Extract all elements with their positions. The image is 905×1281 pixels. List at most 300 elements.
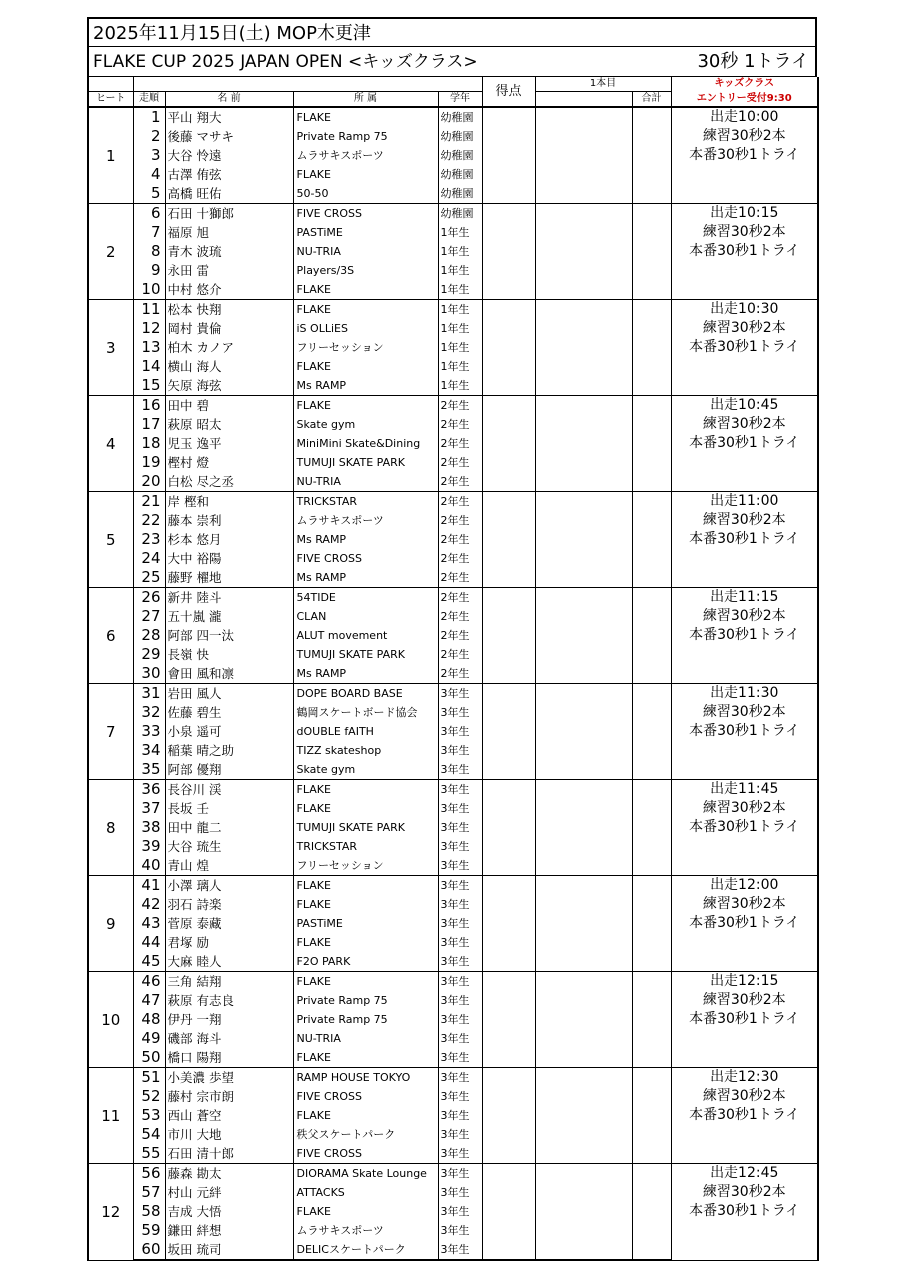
total-cell: [632, 184, 671, 204]
first-run-cell: [535, 1164, 632, 1184]
rider-name: 古澤 侑弦: [165, 165, 293, 184]
score-cell: [482, 722, 535, 741]
score-cell: [482, 684, 535, 704]
total-cell: [632, 472, 671, 492]
main-run-note: 本番30秒1トライ: [689, 1107, 800, 1123]
rider-affiliation: FLAKE: [293, 1048, 438, 1068]
total-cell: [632, 703, 671, 722]
main-run-note: 本番30秒1トライ: [689, 627, 800, 643]
event-title: [87, 47, 817, 77]
run-order: 7: [133, 223, 165, 242]
score-cell: [482, 799, 535, 818]
score-cell: [482, 1183, 535, 1202]
rider-affiliation: Private Ramp 75: [293, 127, 438, 146]
rider-affiliation: FIVE CROSS: [293, 1087, 438, 1106]
score-cell: [482, 184, 535, 204]
rider-grade: 3年生: [438, 818, 482, 837]
heat-number: 12: [88, 1164, 133, 1261]
first-run-cell: [535, 107, 632, 127]
rider-name: 平山 翔大: [165, 107, 293, 127]
rider-affiliation: Skate gym: [293, 760, 438, 780]
score-cell: [482, 107, 535, 127]
run-order: 56: [133, 1164, 165, 1184]
total-cell: [632, 1183, 671, 1202]
rider-affiliation: ALUT movement: [293, 626, 438, 645]
rider-name: 柏木 カノア: [165, 338, 293, 357]
rider-name: 會田 風和凛: [165, 664, 293, 684]
rider-name: 矢原 海弦: [165, 376, 293, 396]
run-order: 37: [133, 799, 165, 818]
start-time: 出走11:30: [710, 685, 779, 701]
rider-grade: 3年生: [438, 1221, 482, 1240]
first-run-cell: [535, 722, 632, 741]
first-run-header: 1本目: [535, 77, 671, 92]
rider-name: 岡村 貴倫: [165, 319, 293, 338]
rider-grade: 2年生: [438, 415, 482, 434]
first-run-cell: [535, 261, 632, 280]
rider-affiliation: Players/3S: [293, 261, 438, 280]
first-run-cell: [535, 549, 632, 568]
first-run-cell: [535, 933, 632, 952]
rider-affiliation: フリーセッション: [293, 856, 438, 876]
practice-note: 練習30秒2本: [702, 800, 786, 816]
heat-schedule: [671, 588, 818, 684]
total-cell: [632, 1221, 671, 1240]
run-order: 45: [133, 952, 165, 972]
rider-affiliation: Private Ramp 75: [293, 1010, 438, 1029]
first-run-cell: [535, 914, 632, 933]
score-cell: [482, 127, 535, 146]
rider-row: [88, 1068, 818, 1088]
practice-note: 練習30秒2本: [702, 608, 786, 624]
first-run-cell: [535, 645, 632, 664]
rider-grade: 3年生: [438, 1048, 482, 1068]
run-order: 17: [133, 415, 165, 434]
rider-grade: 3年生: [438, 1010, 482, 1029]
rider-grade: 幼稚園: [438, 165, 482, 184]
run-order: 15: [133, 376, 165, 396]
rider-affiliation: FLAKE: [293, 895, 438, 914]
total-cell: [632, 204, 671, 224]
rider-affiliation: PASTiME: [293, 914, 438, 933]
rider-grade: 2年生: [438, 549, 482, 568]
rider-grade: 2年生: [438, 434, 482, 453]
heat-schedule: [671, 300, 818, 396]
first-run-cell: [535, 511, 632, 530]
start-time: 出走10:00: [710, 109, 779, 125]
heat-schedule: [671, 396, 818, 492]
rider-grade: 3年生: [438, 1068, 482, 1088]
heat-number: 10: [88, 972, 133, 1068]
first-run-cell: [535, 703, 632, 722]
rider-grade: 3年生: [438, 991, 482, 1010]
first-run-cell: [535, 664, 632, 684]
heat-schedule: [671, 876, 818, 972]
rider-grade: 1年生: [438, 223, 482, 242]
rider-name: 岸 樫和: [165, 492, 293, 512]
rider-grade: 3年生: [438, 1164, 482, 1184]
total-cell: [632, 1240, 671, 1260]
rider-row: [88, 204, 818, 224]
rider-name: 藤森 勘太: [165, 1164, 293, 1184]
score-cell: [482, 760, 535, 780]
score-cell: [482, 376, 535, 396]
first-run-cell: [535, 1087, 632, 1106]
heat-number: 8: [88, 780, 133, 876]
main-run-note: 本番30秒1トライ: [689, 1203, 800, 1219]
run-order: 8: [133, 242, 165, 261]
rider-grade: 1年生: [438, 261, 482, 280]
total-cell: [632, 895, 671, 914]
run-order: 39: [133, 837, 165, 856]
score-cell: [482, 357, 535, 376]
total-cell: [632, 722, 671, 741]
run-order: 2: [133, 127, 165, 146]
rider-affiliation: フリーセッション: [293, 338, 438, 357]
run-order: 1: [133, 107, 165, 127]
rider-affiliation: Skate gym: [293, 415, 438, 434]
rider-affiliation: Ms RAMP: [293, 376, 438, 396]
order-header: 走順: [133, 92, 165, 108]
run-order: 25: [133, 568, 165, 588]
total-cell: [632, 1087, 671, 1106]
rider-name: 白松 尽之丞: [165, 472, 293, 492]
rider-grade: 2年生: [438, 530, 482, 549]
total-cell: [632, 837, 671, 856]
run-order: 27: [133, 607, 165, 626]
first-run-cell: [535, 1221, 632, 1240]
start-time: 出走12:45: [710, 1165, 779, 1181]
start-time: 出走11:45: [710, 781, 779, 797]
main-run-note: 本番30秒1トライ: [689, 339, 800, 355]
run-order: 31: [133, 684, 165, 704]
rider-affiliation: F2O PARK: [293, 952, 438, 972]
rider-name: 杉本 悠月: [165, 530, 293, 549]
first-run-cell: [535, 952, 632, 972]
heat-schedule: [671, 492, 818, 588]
first-run-cell: [535, 991, 632, 1010]
score-cell: [482, 568, 535, 588]
heat-schedule: [671, 1068, 818, 1164]
run-order: 18: [133, 434, 165, 453]
rider-name: 永田 雷: [165, 261, 293, 280]
rider-affiliation: TRICKSTAR: [293, 492, 438, 512]
rider-affiliation: FLAKE: [293, 780, 438, 800]
score-cell: [482, 242, 535, 261]
rider-row: [88, 588, 818, 608]
rider-name: 羽石 詩楽: [165, 895, 293, 914]
score-cell: [482, 204, 535, 224]
rider-affiliation: ムラサキスポーツ: [293, 146, 438, 165]
heat-number: 4: [88, 396, 133, 492]
rider-grade: 2年生: [438, 492, 482, 512]
rider-affiliation: PASTiME: [293, 223, 438, 242]
run-order: 6: [133, 204, 165, 224]
total-cell: [632, 799, 671, 818]
rider-row: [88, 780, 818, 800]
first-run-cell: [535, 1010, 632, 1029]
rider-row: [88, 396, 818, 416]
total-cell: [632, 991, 671, 1010]
run-order: 47: [133, 991, 165, 1010]
rider-name: 藤野 櫂地: [165, 568, 293, 588]
rider-name: 青山 煌: [165, 856, 293, 876]
rider-grade: 幼稚園: [438, 184, 482, 204]
total-cell: [632, 415, 671, 434]
practice-note: 練習30秒2本: [702, 416, 786, 432]
event-name: FLAKE CUP 2025 JAPAN OPEN <キッズクラス>: [93, 52, 478, 72]
rider-row: [88, 492, 818, 512]
rider-name: 稲葉 晴之助: [165, 741, 293, 760]
rider-grade: 幼稚園: [438, 107, 482, 127]
practice-note: 練習30秒2本: [702, 1184, 786, 1200]
first-run-cell: [535, 1029, 632, 1048]
total-cell: [632, 933, 671, 952]
practice-note: 練習30秒2本: [702, 704, 786, 720]
first-run-cell: [535, 1202, 632, 1221]
rider-affiliation: FIVE CROSS: [293, 204, 438, 224]
run-order: 48: [133, 1010, 165, 1029]
total-cell: [632, 1029, 671, 1048]
total-cell: [632, 434, 671, 453]
rider-name: 吉成 大悟: [165, 1202, 293, 1221]
rider-name: 大谷 怜遠: [165, 146, 293, 165]
class-note: キッズクラス: [671, 77, 818, 92]
run-order: 32: [133, 703, 165, 722]
grade-header: 学年: [438, 92, 482, 108]
first-run-cell: [535, 1183, 632, 1202]
rider-affiliation: ムラサキスポーツ: [293, 1221, 438, 1240]
score-cell: [482, 1029, 535, 1048]
score-cell: [482, 914, 535, 933]
score-cell: [482, 1125, 535, 1144]
start-time: 出走10:30: [710, 301, 779, 317]
heat-number: 6: [88, 588, 133, 684]
first-run-cell: [535, 684, 632, 704]
heat-number: 9: [88, 876, 133, 972]
run-order: 24: [133, 549, 165, 568]
rider-affiliation: NU-TRIA: [293, 242, 438, 261]
total-cell: [632, 760, 671, 780]
practice-note: 練習30秒2本: [702, 512, 786, 528]
total-cell: [632, 357, 671, 376]
heat-sheet: [87, 17, 817, 1261]
heat-rows: [88, 107, 818, 1260]
total-cell: [632, 1125, 671, 1144]
first-run-cell: [535, 300, 632, 320]
rider-name: 後藤 マサキ: [165, 127, 293, 146]
heat-schedule: [671, 684, 818, 780]
first-run-cell: [535, 568, 632, 588]
total-cell: [632, 741, 671, 760]
run-order: 21: [133, 492, 165, 512]
rider-grade: 1年生: [438, 357, 482, 376]
first-run-cell: [535, 242, 632, 261]
first-run-cell: [535, 895, 632, 914]
total-cell: [632, 127, 671, 146]
score-cell: [482, 434, 535, 453]
run-order: 13: [133, 338, 165, 357]
rider-name: 大麻 睦人: [165, 952, 293, 972]
first-run-cell: [535, 799, 632, 818]
first-run-cell: [535, 1068, 632, 1088]
total-cell: [632, 876, 671, 896]
run-order: 50: [133, 1048, 165, 1068]
run-order: 42: [133, 895, 165, 914]
rider-name: 石田 十獅郎: [165, 204, 293, 224]
run-order: 36: [133, 780, 165, 800]
rider-row: [88, 972, 818, 992]
first-run-cell: [535, 204, 632, 224]
score-cell: [482, 1240, 535, 1260]
score-cell: [482, 165, 535, 184]
rider-grade: 1年生: [438, 242, 482, 261]
rider-name: 鎌田 絆想: [165, 1221, 293, 1240]
rider-grade: 2年生: [438, 607, 482, 626]
rider-affiliation: FLAKE: [293, 876, 438, 896]
rider-affiliation: FIVE CROSS: [293, 1144, 438, 1164]
start-time: 出走12:30: [710, 1069, 779, 1085]
rider-affiliation: NU-TRIA: [293, 1029, 438, 1048]
score-cell: [482, 991, 535, 1010]
start-time: 出走10:15: [710, 205, 779, 221]
rider-name: 五十嵐 瀧: [165, 607, 293, 626]
rider-name: 阿部 四一汰: [165, 626, 293, 645]
heat-schedule: [671, 1164, 818, 1261]
heat-schedule: [671, 204, 818, 300]
total-cell: [632, 492, 671, 512]
rider-grade: 1年生: [438, 376, 482, 396]
score-cell: [482, 492, 535, 512]
run-order: 12: [133, 319, 165, 338]
run-order: 46: [133, 972, 165, 992]
rider-name: 菅原 泰藏: [165, 914, 293, 933]
rider-affiliation: FLAKE: [293, 799, 438, 818]
main-run-note: 本番30秒1トライ: [689, 723, 800, 739]
run-order: 23: [133, 530, 165, 549]
score-cell: [482, 338, 535, 357]
score-cell: [482, 952, 535, 972]
rider-affiliation: FLAKE: [293, 280, 438, 300]
rider-affiliation: FLAKE: [293, 1202, 438, 1221]
total-cell: [632, 818, 671, 837]
first-run-cell: [535, 357, 632, 376]
rider-name: 新井 陸斗: [165, 588, 293, 608]
score-cell: [482, 856, 535, 876]
rider-name: 坂田 琉司: [165, 1240, 293, 1260]
run-order: 28: [133, 626, 165, 645]
rider-name: 青木 波琉: [165, 242, 293, 261]
first-run-cell: [535, 434, 632, 453]
rider-grade: 1年生: [438, 338, 482, 357]
rider-name: 橋口 陽翔: [165, 1048, 293, 1068]
total-cell: [632, 568, 671, 588]
rider-affiliation: FLAKE: [293, 165, 438, 184]
heat-header: ヒート: [88, 92, 133, 108]
rider-affiliation: 鶴岡スケートボード協会: [293, 703, 438, 722]
rider-affiliation: CLAN: [293, 607, 438, 626]
rider-name: 田中 龍二: [165, 818, 293, 837]
score-cell: [482, 146, 535, 165]
total-cell: [632, 146, 671, 165]
rider-affiliation: TUMUJI SKATE PARK: [293, 818, 438, 837]
heat-number: 11: [88, 1068, 133, 1164]
total-cell: [632, 664, 671, 684]
score-cell: [482, 645, 535, 664]
first-run-cell: [535, 1144, 632, 1164]
rider-affiliation: iS OLLiES: [293, 319, 438, 338]
rider-name: 萩原 有志良: [165, 991, 293, 1010]
score-cell: [482, 415, 535, 434]
first-run-cell: [535, 396, 632, 416]
run-order: 58: [133, 1202, 165, 1221]
rider-affiliation: TRICKSTAR: [293, 837, 438, 856]
first-run-cell: [535, 741, 632, 760]
score-cell: [482, 1087, 535, 1106]
rider-grade: 3年生: [438, 933, 482, 952]
rider-affiliation: Ms RAMP: [293, 530, 438, 549]
first-run-cell: [535, 1240, 632, 1260]
score-cell: [482, 664, 535, 684]
rider-name: 横山 海人: [165, 357, 293, 376]
run-order: 53: [133, 1106, 165, 1125]
total-cell: [632, 588, 671, 608]
run-order: 3: [133, 146, 165, 165]
first-run-cell: [535, 588, 632, 608]
rider-name: 樫村 燈: [165, 453, 293, 472]
rider-name: 福原 旭: [165, 223, 293, 242]
total-cell: [632, 261, 671, 280]
run-order: 5: [133, 184, 165, 204]
total-cell: [632, 972, 671, 992]
total-cell: [632, 1144, 671, 1164]
run-order: 20: [133, 472, 165, 492]
main-run-note: 本番30秒1トライ: [689, 531, 800, 547]
rider-affiliation: Ms RAMP: [293, 568, 438, 588]
main-run-note: 本番30秒1トライ: [689, 1011, 800, 1027]
total-cell: [632, 107, 671, 127]
rider-affiliation: FLAKE: [293, 1106, 438, 1125]
rider-name: 磯部 海斗: [165, 1029, 293, 1048]
rider-grade: 3年生: [438, 1125, 482, 1144]
rider-affiliation: 50-50: [293, 184, 438, 204]
rider-grade: 2年生: [438, 472, 482, 492]
rider-grade: 3年生: [438, 952, 482, 972]
score-cell: [482, 1221, 535, 1240]
total-cell: [632, 952, 671, 972]
first-run-cell: [535, 876, 632, 896]
first-run-cell: [535, 280, 632, 300]
run-order: 40: [133, 856, 165, 876]
heat-schedule: [671, 972, 818, 1068]
rider-affiliation: FLAKE: [293, 357, 438, 376]
run-order: 34: [133, 741, 165, 760]
rider-grade: 2年生: [438, 511, 482, 530]
score-cell: [482, 703, 535, 722]
first-run-cell: [535, 146, 632, 165]
rider-affiliation: FLAKE: [293, 300, 438, 320]
heat-number: 5: [88, 492, 133, 588]
rider-grade: 3年生: [438, 876, 482, 896]
run-order: 26: [133, 588, 165, 608]
total-cell: [632, 338, 671, 357]
run-order: 57: [133, 1183, 165, 1202]
rider-affiliation: Ms RAMP: [293, 664, 438, 684]
rider-grade: 3年生: [438, 1029, 482, 1048]
rider-name: 児玉 逸平: [165, 434, 293, 453]
rider-grade: 3年生: [438, 972, 482, 992]
date-venue-title: 2025年11月15日(土) MOP木更津: [87, 17, 817, 47]
